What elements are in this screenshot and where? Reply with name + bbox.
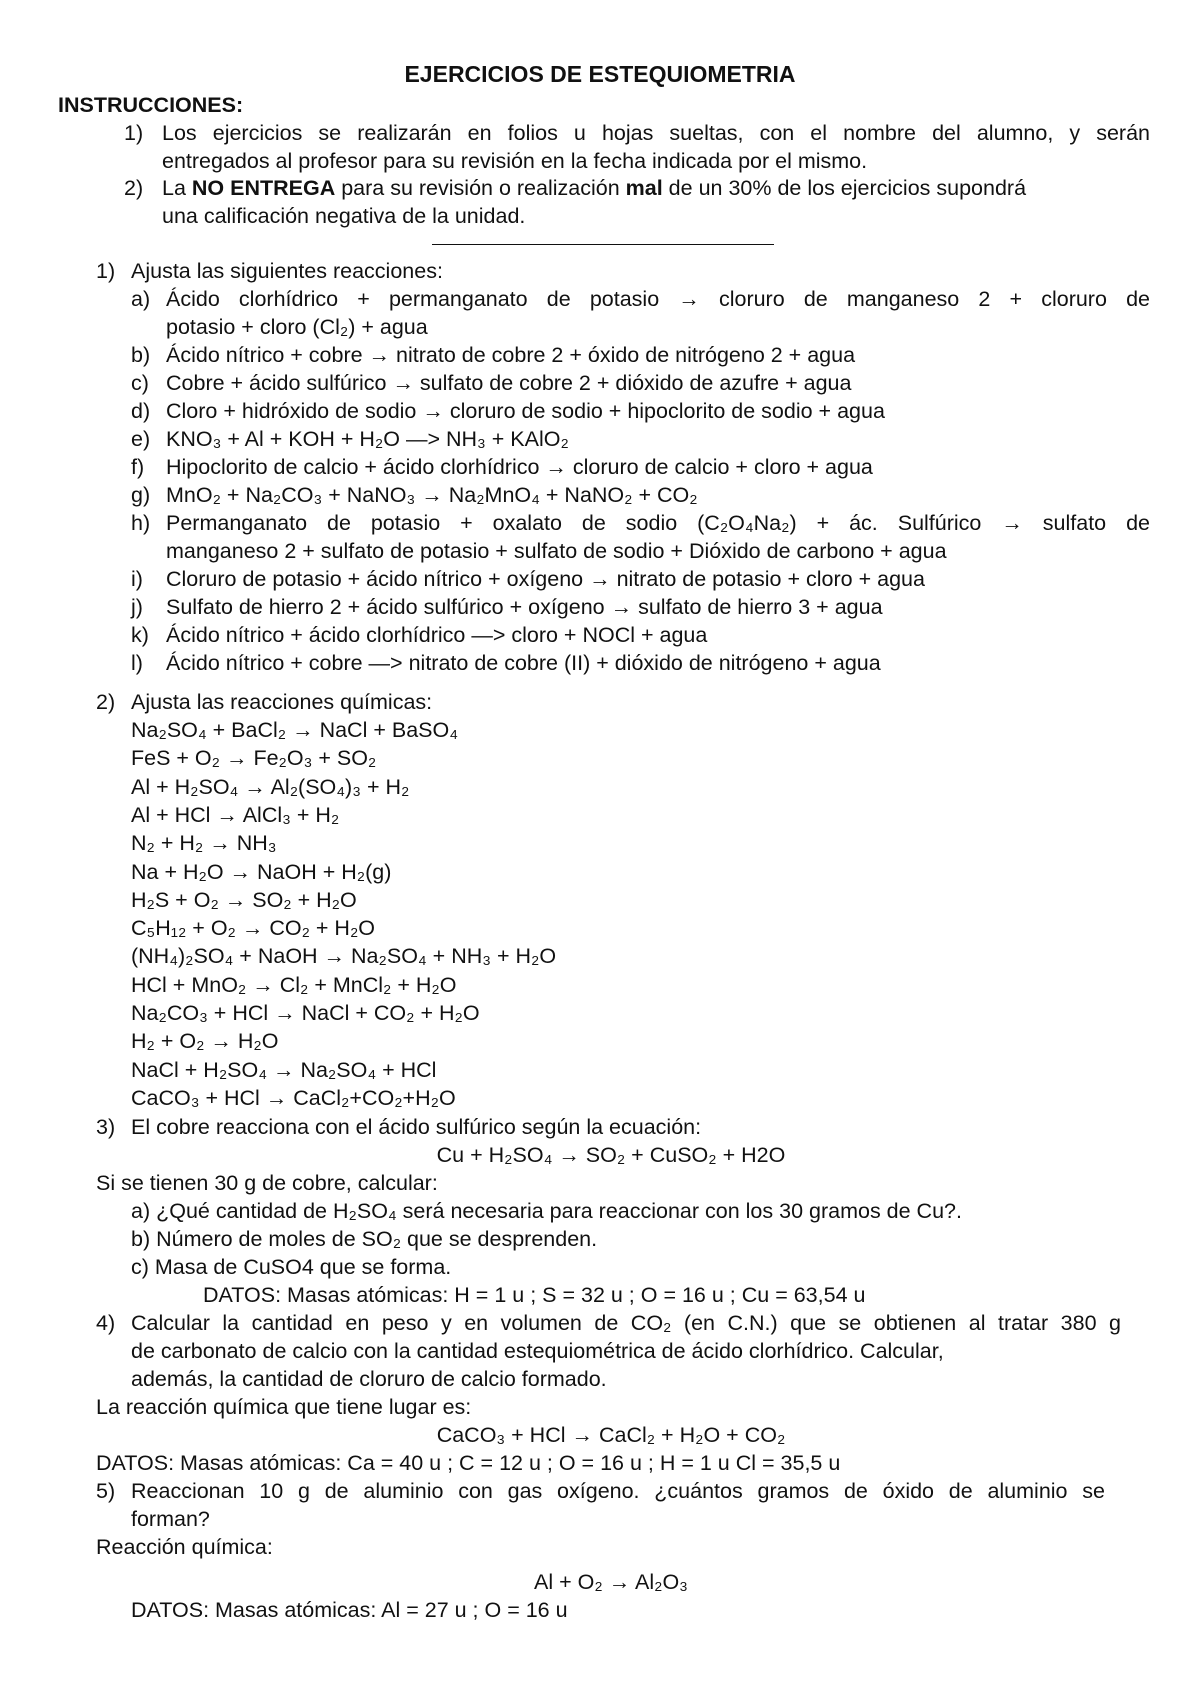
question-item: c) Masa de CuSO4 que se forma.	[131, 1255, 452, 1279]
exercise-text: además, la cantidad de cloruro de calcio formado.	[131, 1367, 607, 1391]
exercise-text: Reacción química:	[96, 1535, 273, 1559]
reaction-item: Cobre + ácido sulfúrico → sulfato de cobre 2 + dióxido de azufre + agua	[166, 371, 852, 395]
instruction-text: entregados al profesor para su revisión en la fecha indicada por el mismo.	[162, 149, 868, 173]
instruction-text-part: de un 30% de los ejercicios supondrá	[662, 176, 1027, 200]
exercise-text: Calcular la cantidad en peso y en volumen de CO₂ (en C.N.) que se obtienen al tratar 380 g	[131, 1311, 1121, 1335]
reaction-equation: Na₂CO₃ + HCl → NaCl + CO₂ + H₂O	[131, 1001, 480, 1025]
item-letter: c)	[131, 371, 149, 395]
item-letter: h)	[131, 511, 151, 535]
reaction-item: Sulfato de hierro 2 + ácido sulfúrico + oxígeno → sulfato de hierro 3 + agua	[166, 595, 883, 619]
reaction-equation: CaCO₃ + HCl → CaCl₂+CO₂+H₂O	[131, 1085, 456, 1110]
reaction-item-continued: potasio + cloro (Cl₂) + agua	[166, 315, 428, 339]
reaction-equation: Al + H₂SO₄ → Al₂(SO₄)₃ + H₂	[131, 774, 410, 799]
atomic-masses-data: DATOS: Masas atómicas: Ca = 40 u ; C = 12 u ; O = 16 u ; H = 1 u Cl = 35,5 u	[96, 1451, 841, 1475]
instruction-text	[162, 174, 1026, 202]
separator-line	[432, 244, 774, 245]
reaction-item: Ácido nítrico + ácido clorhídrico —> cloro + NOCl + agua	[166, 623, 708, 647]
reaction-equation: H₂S + O₂ → SO₂ + H₂O	[131, 887, 357, 912]
exercise-text: de carbonato de calcio con la cantidad estequiométrica de ácido clorhídrico. Calcular,	[131, 1339, 944, 1363]
exercise-text: Si se tienen 30 g de cobre, calcular:	[96, 1171, 438, 1195]
exercise-number: 4)	[96, 1311, 116, 1335]
instruction-emphasis: mal	[625, 176, 663, 200]
reaction-item: Ácido nítrico + cobre —> nitrato de cobre (II) + dióxido de nitrógeno + agua	[166, 651, 881, 675]
reaction-item: Cloruro de potasio + ácido nítrico + oxígeno → nitrato de potasio + cloro + agua	[166, 567, 925, 591]
item-letter: a)	[131, 287, 151, 311]
exercise-number: 5)	[96, 1479, 116, 1503]
reaction-equation: (NH₄)₂SO₄ + NaOH → Na₂SO₄ + NH₃ + H₂O	[131, 944, 557, 969]
reaction-equation: NaCl + H₂SO₄ → Na₂SO₄ + HCl	[131, 1057, 437, 1082]
exercise-heading: El cobre reacciona con el ácido sulfúrico según la ecuación:	[131, 1115, 702, 1139]
item-letter: i)	[131, 567, 143, 591]
instruction-text: Los ejercicios se realizarán en folios u hojas sueltas, con el nombre del alumno, y serán	[162, 121, 1150, 145]
exercise-heading: Ajusta las siguientes reacciones:	[131, 259, 443, 283]
exercise-text: Reaccionan 10 g de aluminio con gas oxígeno. ¿cuántos gramos de óxido de aluminio se	[131, 1479, 1105, 1503]
reaction-item: Permanganato de potasio + oxalato de sodio (C₂O₄Na₂) + ác. Sulfúrico → sulfato de	[166, 511, 1150, 535]
question-item: a) ¿Qué cantidad de H₂SO₄ será necesaria para reaccionar con los 30 gramos de Cu?.	[131, 1199, 962, 1223]
reaction-equation: CaCO₃ + HCl → CaCl₂ + H₂O + CO₂	[436, 1423, 786, 1447]
instruction-text: una calificación negativa de la unidad.	[162, 204, 526, 228]
reaction-item: MnO₂ + Na₂CO₃ + NaNO₃ → Na₂MnO₄ + NaNO₂ + CO₂	[166, 483, 698, 507]
item-letter: j)	[131, 595, 143, 619]
item-letter: f)	[131, 455, 145, 479]
reaction-equation: H₂ + O₂ → H₂O	[131, 1029, 279, 1054]
exercise-number: 3)	[96, 1115, 116, 1139]
exercise-text: forman?	[131, 1507, 210, 1531]
instruction-emphasis: NO ENTREGA	[191, 176, 336, 200]
reaction-item: Ácido clorhídrico + permanganato de potasio → cloruro de manganeso 2 + cloruro de	[166, 287, 1150, 311]
instructions-heading: INSTRUCCIONES:	[58, 93, 244, 117]
atomic-masses-data: DATOS: Masas atómicas: H = 1 u ; S = 32 u ; O = 16 u ; Cu = 63,54 u	[203, 1283, 866, 1307]
reaction-item: KNO₃ + Al + KOH + H₂O —> NH₃ + KAlO₂	[166, 427, 569, 451]
exercise-heading: Ajusta las reacciones químicas:	[131, 690, 433, 714]
reaction-equation: N₂ + H₂ → NH₃	[131, 831, 277, 856]
reaction-equation: Al + HCl → AlCl₃ + H₂	[131, 802, 340, 827]
exercise-text: La reacción química que tiene lugar es:	[96, 1395, 472, 1419]
page-title: EJERCICIOS DE ESTEQUIOMETRIA	[404, 61, 796, 87]
reaction-item: Hipoclorito de calcio + ácido clorhídrico → cloruro de calcio + cloro + agua	[166, 455, 873, 479]
reaction-equation: Na + H₂O → NaOH + H₂(g)	[131, 859, 392, 884]
item-letter: k)	[131, 623, 149, 647]
reaction-item-continued: manganeso 2 + sulfato de potasio + sulfato de sodio + Dióxido de carbono + agua	[166, 539, 947, 563]
reaction-item: Cloro + hidróxido de sodio → cloruro de sodio + hipoclorito de sodio + agua	[166, 399, 885, 423]
instruction-text-part: La	[162, 176, 192, 200]
atomic-masses-data: DATOS: Masas atómicas: Al = 27 u ; O = 16 u	[131, 1598, 568, 1622]
item-letter: l)	[131, 651, 143, 675]
reaction-equation: FeS + O₂ → Fe₂O₃ + SO₂	[131, 746, 377, 771]
reaction-equation: Na₂SO₄ + BaCl₂ → NaCl + BaSO₄	[131, 718, 458, 742]
instruction-number: 1)	[124, 121, 144, 145]
item-letter: d)	[131, 399, 151, 423]
reaction-item: Ácido nítrico + cobre → nitrato de cobre 2 + óxido de nitrógeno 2 + agua	[166, 343, 856, 367]
reaction-equation: Al + O₂ → Al₂O₃	[534, 1570, 688, 1594]
exercise-number: 1)	[96, 259, 116, 283]
item-letter: g)	[131, 483, 151, 507]
question-item: b) Número de moles de SO₂ que se desprenden.	[131, 1227, 598, 1251]
instruction-text-part: para su revisión o realización	[335, 176, 626, 200]
item-letter: b)	[131, 343, 151, 367]
instruction-number: 2)	[124, 176, 144, 200]
exercise-number: 2)	[96, 690, 116, 714]
reaction-equation: Cu + H₂SO₄ → SO₂ + CuSO₂ + H2O	[436, 1143, 786, 1167]
item-letter: e)	[131, 427, 151, 451]
reaction-equation: C₅H₁₂ + O₂ → CO₂ + H₂O	[131, 916, 376, 941]
reaction-equation: HCl + MnO₂ → Cl₂ + MnCl₂ + H₂O	[131, 972, 457, 997]
